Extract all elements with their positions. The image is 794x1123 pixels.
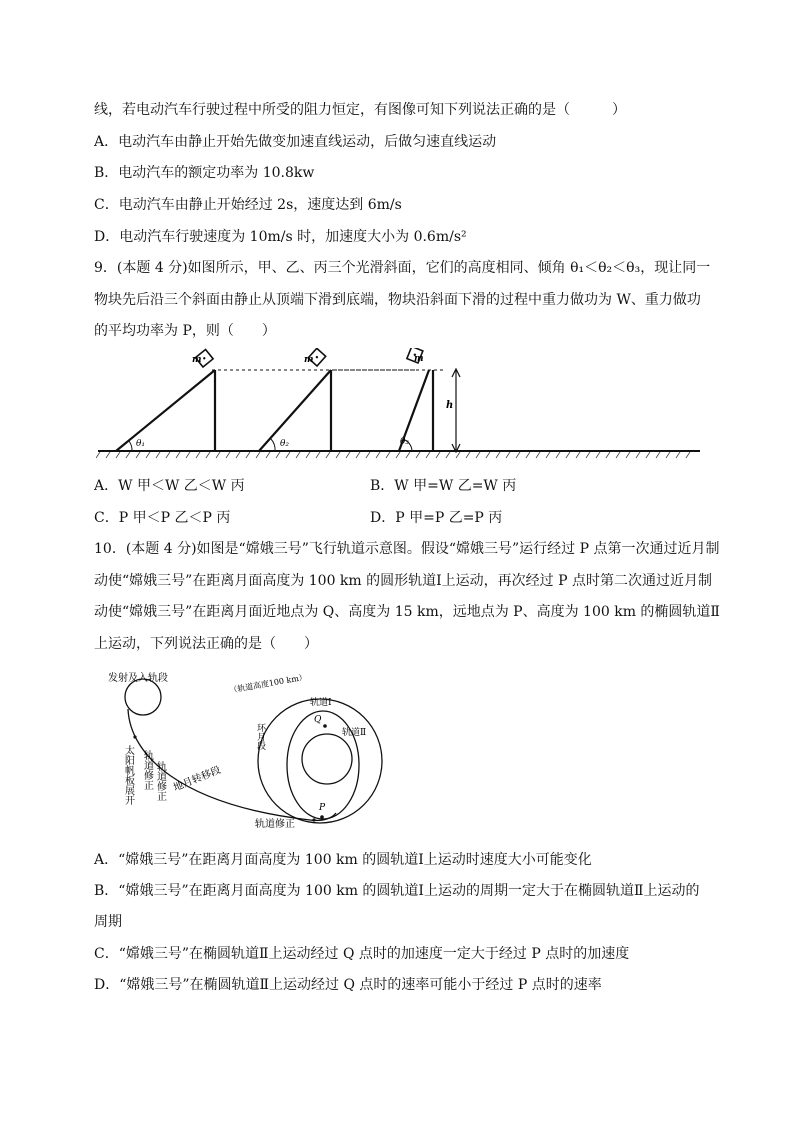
inclines-figure — [96, 348, 700, 464]
orbit-figure — [100, 665, 400, 835]
orbit-fix-label-2: 轨道修正 — [154, 761, 166, 801]
point-q-dot — [323, 724, 327, 728]
q10-option-b-line-1: B．“嫦娥三号”在距离月面高度为 100 km 的圆轨道Ⅰ上运动的周期一定大于在椭圆轨道Ⅱ上运动的 — [94, 883, 700, 899]
q9-stem-line-2: 物块先后沿三个斜面由静止从顶端下滑到底端，物块沿斜面下滑的过程中重力做功为 W、重力做功 — [94, 292, 701, 308]
angle-arc-1 — [129, 441, 132, 451]
orbit-1-label: 轨道Ⅰ — [310, 698, 332, 708]
lunar-segment-label: 环月段 — [255, 723, 265, 750]
solar-panel-label: 太阳帆板展开 — [122, 745, 134, 805]
orbit-fix-label-1: 轨道修正 — [141, 750, 153, 790]
point-p-dot — [320, 815, 324, 819]
angle-label-3: θ₃ — [400, 437, 410, 447]
angle-label-1: θ₁ — [136, 439, 146, 449]
q9-option-d: D．P 甲=P 乙=P 丙 — [370, 510, 503, 526]
moon-circle — [302, 734, 352, 784]
q8-stem-tail: 线，若电动汽车行驶过程中所受的阻力恒定，有图像可知下列说法正确的是（ ） — [94, 102, 626, 118]
orbit-fix-label-3: 轨道修正 — [255, 819, 295, 830]
q10-stem-line-1: 10．(本题 4 分)如图是“嫦娥三号”飞行轨道示意图。假设“嫦娥三号”运行经过 P 点第一次通过近月制 — [94, 541, 720, 557]
q10-option-c: C．“嫦娥三号”在椭圆轨道Ⅱ上运动经过 Q 点时的加速度一定大于经过 P 点时的加速度 — [94, 946, 630, 962]
q10-stem-line-3: 动使“嫦娥三号”在距离月面近地点为 Q、高度为 15 km，远地点为 P、高度为 100 km 的椭圆轨道Ⅱ — [94, 604, 720, 620]
earth-circle — [125, 679, 161, 715]
q9-option-b: B．W 甲=W 乙=W 丙 — [370, 478, 517, 494]
q10-stem-line-2: 动使“嫦娥三号”在距离月面高度为 100 km 的圆形轨道Ⅰ上运动，再次经过 P 点时第二次通过近月制 — [94, 573, 712, 589]
angle-label-2: θ₂ — [280, 439, 290, 449]
q9-stem-line-3: 的平均功率为 P，则（ ） — [94, 323, 276, 339]
mass-label-2: m — [304, 355, 314, 365]
angle-arc-2 — [271, 439, 275, 451]
orbit-height-label: （轨道高度100 km） — [228, 672, 308, 695]
point-p-label: P — [319, 803, 326, 813]
q9-stem-line-1: 9．(本题 4 分)如图所示，甲、乙、丙三个光滑斜面，它们的高度相同、倾角 θ₁＜θ₂＜θ₃，现让同一 — [94, 260, 711, 276]
q10-option-b-line-2: 周期 — [94, 914, 122, 930]
q10-stem-line-4: 上运动，下列说法正确的是（ ） — [94, 636, 318, 652]
q10-option-d: D．“嫦娥三号”在椭圆轨道Ⅱ上运动经过 Q 点时的速率可能小于经过 P 点时的速率 — [94, 977, 602, 993]
q9-option-a: A．W 甲＜W 乙＜W 丙 — [94, 478, 245, 494]
ground-hatching — [96, 452, 690, 458]
launch-segment-label: 发射及入轨段 — [108, 673, 168, 684]
q10-option-a: A．“嫦娥三号”在距离月面高度为 100 km 的圆轨道Ⅰ上运动时速度大小可能变化 — [94, 852, 592, 868]
trajectory-point-2 — [312, 818, 315, 821]
height-label: h — [446, 400, 454, 411]
incline-1-slope — [116, 370, 215, 451]
q9-option-c: C．P 甲＜P 乙＜P 丙 — [94, 510, 231, 526]
point-q-label: Q — [314, 715, 322, 725]
incline-2-slope — [259, 370, 331, 451]
q8-option-c: C．电动汽车由静止开始经过 2s，速度达到 6m/s — [94, 197, 402, 213]
q8-option-b: B．电动汽车的额定功率为 10.8kw — [94, 165, 315, 181]
transfer-segment-label: 地月转移段 — [172, 764, 223, 794]
mass-label-1: m — [192, 355, 202, 365]
mass-label-3: m — [414, 354, 424, 364]
q8-option-a: A．电动汽车由静止开始先做变加速直线运动，后做匀速直线运动 — [94, 134, 497, 150]
trajectory-point-1 — [133, 735, 136, 738]
q8-option-d: D．电动汽车行驶速度为 10m/s 时，加速度大小为 0.6m/s² — [94, 229, 467, 245]
orbit-2-label: 轨道Ⅱ — [342, 728, 367, 738]
